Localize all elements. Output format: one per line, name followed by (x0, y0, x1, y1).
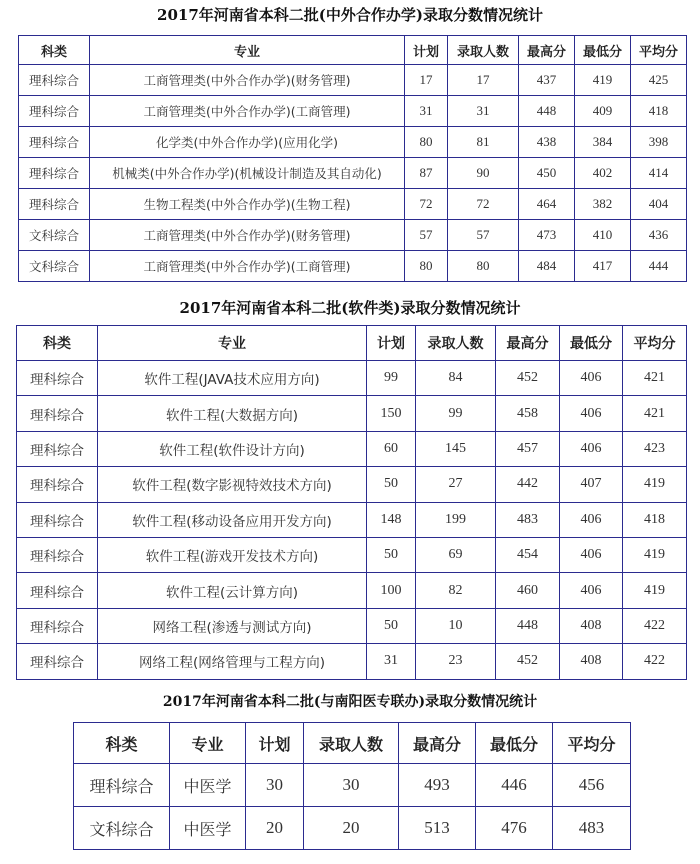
cell-admitted: 20 (304, 807, 399, 850)
column-header-max-score: 最高分 (399, 723, 476, 764)
cell-max-score: 454 (496, 537, 560, 572)
cell-category: 理科综合 (19, 127, 90, 158)
column-header-max-score: 最高分 (519, 36, 575, 65)
cell-min-score: 406 (560, 502, 623, 537)
column-header-plan: 计划 (246, 723, 304, 764)
cell-min-score: 382 (575, 189, 631, 220)
cell-avg-score: 404 (631, 189, 687, 220)
cell-major: 化学类(中外合作办学)(应用化学) (90, 127, 405, 158)
cell-category: 理科综合 (17, 502, 98, 537)
cell-min-score: 476 (476, 807, 553, 850)
cell-avg-score: 483 (553, 807, 631, 850)
cell-avg-score: 422 (623, 644, 687, 679)
cell-major: 软件工程(JAVA技术应用方向) (98, 361, 367, 396)
cell-major: 生物工程类(中外合作办学)(生物工程) (90, 189, 405, 220)
cell-plan: 50 (367, 467, 416, 502)
cell-avg-score: 419 (623, 573, 687, 608)
column-header-min-score: 最低分 (560, 326, 623, 361)
cell-max-score: 460 (496, 573, 560, 608)
cell-category: 文科综合 (19, 251, 90, 282)
cell-category: 理科综合 (19, 96, 90, 127)
cell-category: 理科综合 (17, 361, 98, 396)
column-header-min-score: 最低分 (575, 36, 631, 65)
cell-admitted: 57 (448, 220, 519, 251)
cell-plan: 30 (246, 764, 304, 807)
cell-admitted: 90 (448, 158, 519, 189)
cell-plan: 80 (405, 127, 448, 158)
cell-major: 中医学 (170, 764, 246, 807)
cell-avg-score: 414 (631, 158, 687, 189)
cell-plan: 87 (405, 158, 448, 189)
cell-major: 软件工程(云计算方向) (98, 573, 367, 608)
cell-category: 理科综合 (17, 537, 98, 572)
cell-min-score: 419 (575, 65, 631, 96)
cell-min-score: 417 (575, 251, 631, 282)
cell-major: 机械类(中外合作办学)(机械设计制造及其自动化) (90, 158, 405, 189)
cell-major: 工商管理类(中外合作办学)(财务管理) (90, 65, 405, 96)
cell-admitted: 84 (416, 361, 496, 396)
cell-avg-score: 418 (623, 502, 687, 537)
cell-min-score: 406 (560, 537, 623, 572)
cell-major: 网络工程(渗透与测试方向) (98, 608, 367, 643)
cell-avg-score: 456 (553, 764, 631, 807)
column-header-major: 专业 (90, 36, 405, 65)
cell-max-score: 452 (496, 644, 560, 679)
cell-category: 理科综合 (17, 573, 98, 608)
cell-admitted: 17 (448, 65, 519, 96)
cell-admitted: 10 (416, 608, 496, 643)
cell-category: 文科综合 (74, 807, 170, 850)
cell-min-score: 406 (560, 361, 623, 396)
cell-plan: 31 (367, 644, 416, 679)
cell-category: 理科综合 (74, 764, 170, 807)
cell-plan: 72 (405, 189, 448, 220)
cell-max-score: 448 (496, 608, 560, 643)
cell-plan: 148 (367, 502, 416, 537)
table-title-software: 2017年河南省本科二批(软件类)录取分数情况统计 (179, 299, 521, 317)
cell-major: 软件工程(游戏开发技术方向) (98, 537, 367, 572)
cell-plan: 100 (367, 573, 416, 608)
cell-plan: 60 (367, 431, 416, 466)
cell-admitted: 31 (448, 96, 519, 127)
table-row (19, 65, 687, 96)
cell-avg-score: 422 (623, 608, 687, 643)
cell-admitted: 99 (416, 396, 496, 431)
cell-admitted: 72 (448, 189, 519, 220)
table-row (19, 189, 687, 220)
table-row (19, 251, 687, 282)
cell-plan: 20 (246, 807, 304, 850)
column-header-plan: 计划 (405, 36, 448, 65)
table-row (17, 644, 687, 679)
cell-min-score: 406 (560, 431, 623, 466)
cell-plan: 50 (367, 537, 416, 572)
cell-avg-score: 398 (631, 127, 687, 158)
cell-min-score: 406 (560, 396, 623, 431)
table-joint-nanyang-medical (73, 722, 631, 850)
cell-category: 理科综合 (17, 608, 98, 643)
cell-admitted: 80 (448, 251, 519, 282)
table-row (19, 127, 687, 158)
cell-plan: 57 (405, 220, 448, 251)
cell-category: 理科综合 (19, 65, 90, 96)
cell-major: 软件工程(大数据方向) (98, 396, 367, 431)
table-row (17, 396, 687, 431)
table-row (17, 467, 687, 502)
cell-admitted: 81 (448, 127, 519, 158)
cell-avg-score: 423 (623, 431, 687, 466)
table-row (17, 502, 687, 537)
cell-avg-score: 421 (623, 361, 687, 396)
cell-max-score: 493 (399, 764, 476, 807)
header-row (74, 723, 631, 764)
cell-admitted: 145 (416, 431, 496, 466)
cell-category: 理科综合 (17, 644, 98, 679)
cell-major: 工商管理类(中外合作办学)(财务管理) (90, 220, 405, 251)
cell-min-score: 408 (560, 608, 623, 643)
cell-plan: 99 (367, 361, 416, 396)
column-header-category: 科类 (17, 326, 98, 361)
cell-category: 理科综合 (19, 189, 90, 220)
header-row (19, 36, 687, 65)
cell-plan: 80 (405, 251, 448, 282)
table-row (17, 573, 687, 608)
cell-category: 文科综合 (19, 220, 90, 251)
cell-max-score: 484 (519, 251, 575, 282)
cell-admitted: 30 (304, 764, 399, 807)
column-header-admitted: 录取人数 (304, 723, 399, 764)
column-header-avg-score: 平均分 (553, 723, 631, 764)
cell-major: 工商管理类(中外合作办学)(工商管理) (90, 251, 405, 282)
cell-category: 理科综合 (17, 396, 98, 431)
cell-min-score: 402 (575, 158, 631, 189)
cell-admitted: 69 (416, 537, 496, 572)
cell-max-score: 458 (496, 396, 560, 431)
cell-max-score: 450 (519, 158, 575, 189)
cell-avg-score: 419 (623, 537, 687, 572)
table-row (17, 537, 687, 572)
cell-major: 工商管理类(中外合作办学)(工商管理) (90, 96, 405, 127)
cell-min-score: 410 (575, 220, 631, 251)
cell-plan: 17 (405, 65, 448, 96)
cell-min-score: 409 (575, 96, 631, 127)
column-header-avg-score: 平均分 (631, 36, 687, 65)
cell-admitted: 23 (416, 644, 496, 679)
cell-admitted: 27 (416, 467, 496, 502)
cell-plan: 150 (367, 396, 416, 431)
cell-max-score: 464 (519, 189, 575, 220)
table-row (19, 220, 687, 251)
cell-min-score: 446 (476, 764, 553, 807)
column-header-major: 专业 (170, 723, 246, 764)
cell-max-score: 442 (496, 467, 560, 502)
cell-avg-score: 421 (623, 396, 687, 431)
cell-min-score: 406 (560, 573, 623, 608)
cell-major: 软件工程(软件设计方向) (98, 431, 367, 466)
column-header-category: 科类 (19, 36, 90, 65)
table-row (19, 96, 687, 127)
table-software (16, 325, 687, 680)
cell-avg-score: 444 (631, 251, 687, 282)
column-header-major: 专业 (98, 326, 367, 361)
table-title-sino-foreign: 2017年河南省本科二批(中外合作办学)录取分数情况统计 (157, 6, 543, 24)
cell-max-score: 437 (519, 65, 575, 96)
table-row (74, 764, 631, 807)
cell-min-score: 384 (575, 127, 631, 158)
cell-max-score: 483 (496, 502, 560, 537)
cell-category: 理科综合 (17, 431, 98, 466)
table-title-joint-nanyang: 2017年河南省本科二批(与南阳医专联办)录取分数情况统计 (162, 694, 538, 710)
cell-major: 软件工程(移动设备应用开发方向) (98, 502, 367, 537)
cell-avg-score: 418 (631, 96, 687, 127)
column-header-admitted: 录取人数 (448, 36, 519, 65)
cell-avg-score: 436 (631, 220, 687, 251)
cell-category: 理科综合 (17, 467, 98, 502)
table-row (17, 608, 687, 643)
cell-max-score: 457 (496, 431, 560, 466)
column-header-avg-score: 平均分 (623, 326, 687, 361)
column-header-admitted: 录取人数 (416, 326, 496, 361)
cell-major: 中医学 (170, 807, 246, 850)
column-header-min-score: 最低分 (476, 723, 553, 764)
cell-max-score: 452 (496, 361, 560, 396)
cell-admitted: 199 (416, 502, 496, 537)
column-header-plan: 计划 (367, 326, 416, 361)
cell-major: 软件工程(数字影视特效技术方向) (98, 467, 367, 502)
cell-min-score: 407 (560, 467, 623, 502)
cell-min-score: 408 (560, 644, 623, 679)
cell-max-score: 438 (519, 127, 575, 158)
cell-avg-score: 425 (631, 65, 687, 96)
table-sino-foreign-cooperation (18, 35, 687, 282)
column-header-category: 科类 (74, 723, 170, 764)
cell-max-score: 473 (519, 220, 575, 251)
column-header-max-score: 最高分 (496, 326, 560, 361)
table-row (17, 361, 687, 396)
cell-plan: 31 (405, 96, 448, 127)
header-row (17, 326, 687, 361)
table-row (19, 158, 687, 189)
cell-max-score: 513 (399, 807, 476, 850)
cell-major: 网络工程(网络管理与工程方向) (98, 644, 367, 679)
table-row (17, 431, 687, 466)
cell-plan: 50 (367, 608, 416, 643)
table-row (74, 807, 631, 850)
cell-avg-score: 419 (623, 467, 687, 502)
cell-max-score: 448 (519, 96, 575, 127)
cell-category: 理科综合 (19, 158, 90, 189)
cell-admitted: 82 (416, 573, 496, 608)
